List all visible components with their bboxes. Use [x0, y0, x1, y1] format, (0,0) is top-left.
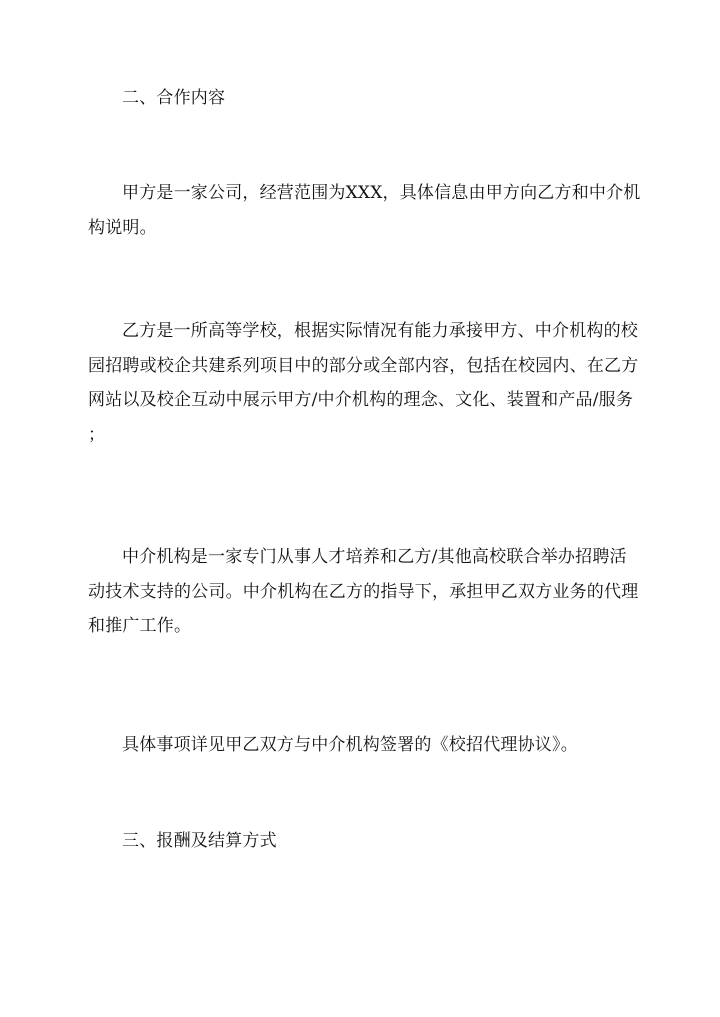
paragraph-party-b — [88, 314, 638, 452]
paragraph-agency — [88, 540, 638, 644]
paragraph-line: 网站以及校企互动中展示甲方/中介机构的理念、文化、装置和产品/服务 — [88, 390, 634, 410]
paragraph-line: 甲方是一家公司，经营范围为XXX，具体信息由甲方向乙方和中介机 — [122, 183, 641, 203]
paragraph-line: 动技术支持的公司。中介机构在乙方的指导下，承担甲乙双方业务的代理 — [88, 581, 639, 602]
paragraph-details — [88, 728, 638, 763]
paragraph-line: 具体事项详见甲乙双方与中介机构签署的《校招代理协议》。 — [122, 735, 578, 755]
paragraph-line: 乙方是一所高等学校，根据实际情况有能力承接甲方、中介机构的校 — [122, 321, 638, 341]
paragraph-line: ； — [88, 424, 106, 445]
paragraph-line: 构说明。 — [88, 217, 157, 238]
paragraph-party-a — [88, 176, 641, 245]
heading-text: 二、合作内容 — [122, 88, 226, 108]
section-three-heading — [88, 824, 638, 859]
paragraph-line: 园招聘或校企共建系列项目中的部分或全部内容，包括在校园内、在乙方 — [88, 355, 639, 376]
section-two-heading — [88, 81, 638, 116]
paragraph-line: 和推广工作。 — [88, 616, 192, 636]
paragraph-line: 中介机构是一家专门从事人才培养和乙方/其他高校联合举办招聘活 — [122, 547, 627, 567]
heading-text: 三、报酬及结算方式 — [122, 831, 277, 851]
